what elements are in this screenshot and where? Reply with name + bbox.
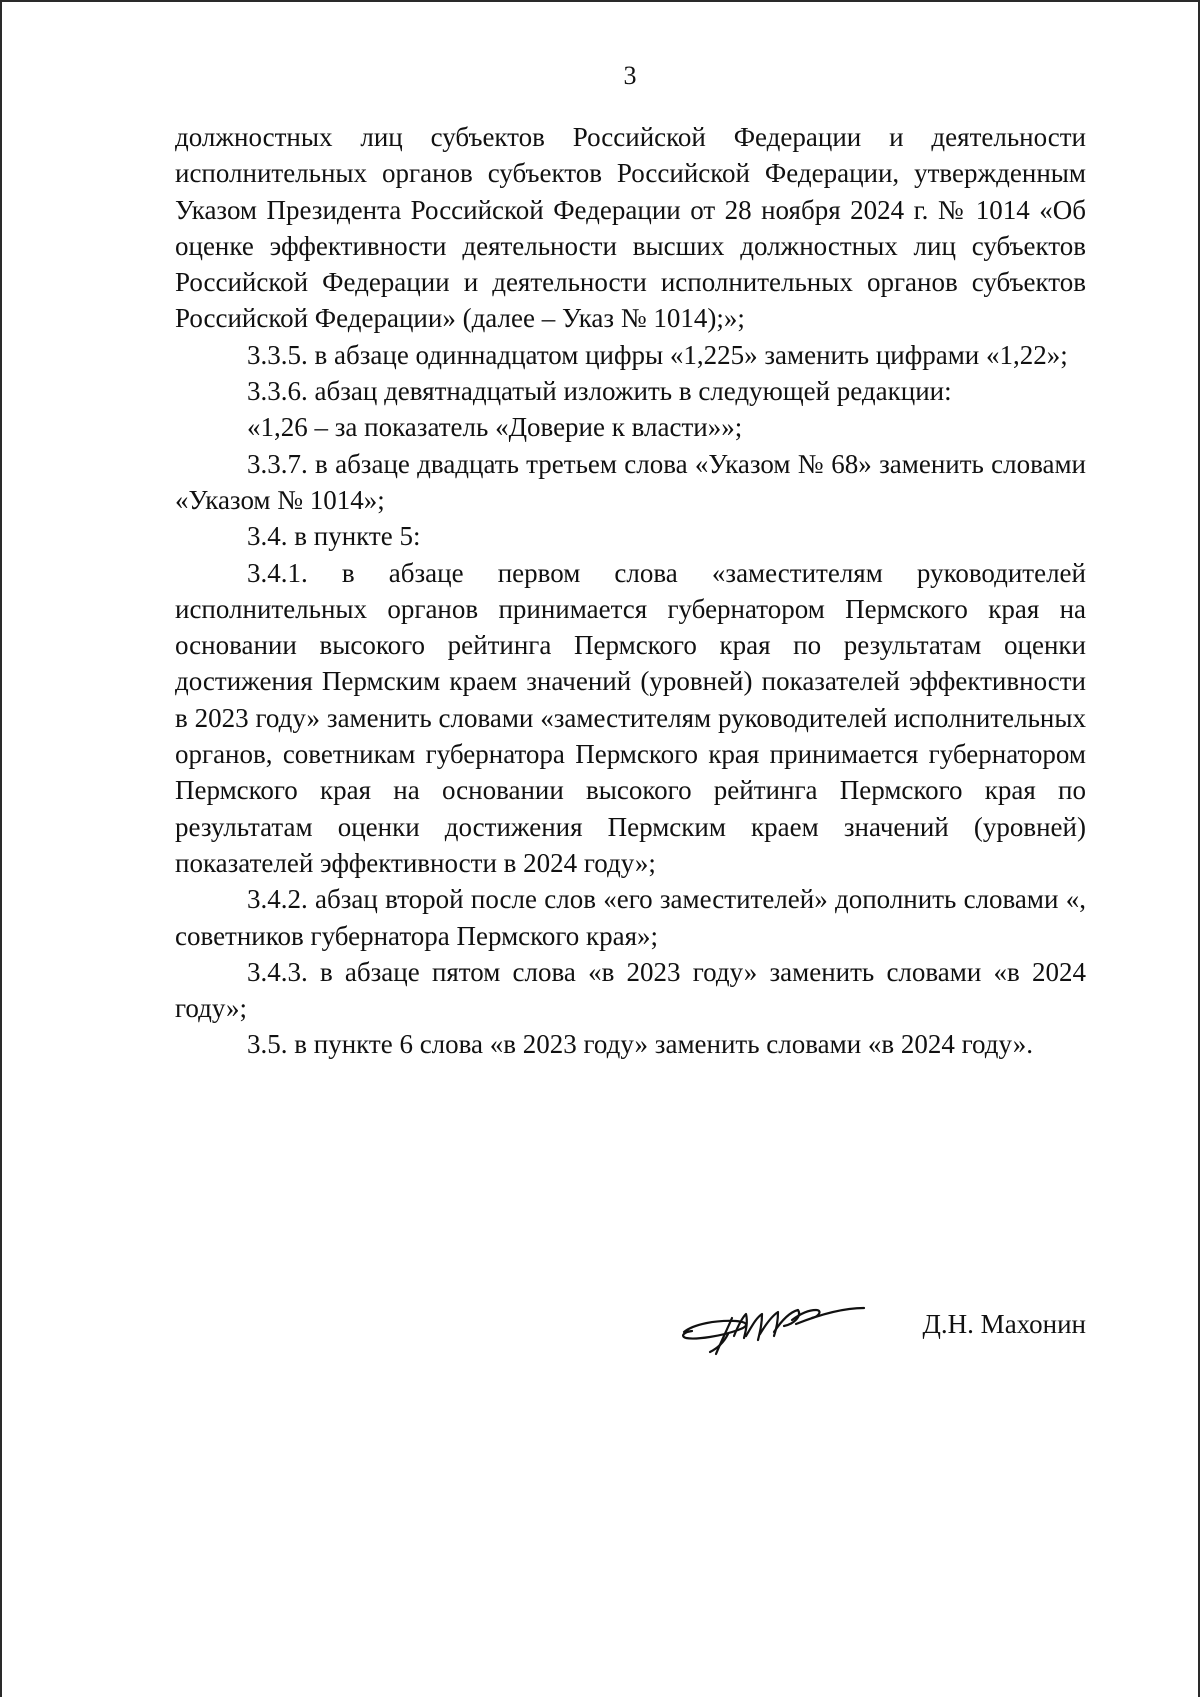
paragraph-3-3-6: 3.3.6. абзац девятнадцатый изложить в следующей редакции: [247, 376, 952, 407]
page-number: 3 [623, 61, 637, 90]
document-body [175, 119, 1086, 1063]
signature-block [670, 1290, 1090, 1370]
handwritten-signature-icon [676, 1296, 866, 1366]
scan-border-top [0, 0, 1200, 2]
paragraph-3-5: 3.5. в пункте 6 слова «в 2023 году» заменить словами «в 2024 году». [247, 1029, 1033, 1060]
paragraph-quote-1-26: «1,26 – за показатель «Доверие к власти»»; [247, 412, 743, 443]
paragraph-3-4-2: 3.4.2. абзац второй после слов «его заместителей» дополнить словами «, советников губернатора Пермского края»; [175, 884, 1086, 951]
paragraph-3-3-7: 3.3.7. в абзаце двадцать третьем слова «Указом № 68» заменить словами «Указом № 1014»; [175, 448, 1086, 515]
paragraph-3-3-5: 3.3.5. в абзаце одиннадцатом цифры «1,225» заменить цифрами «1,22»; [247, 339, 1068, 370]
paragraph-3-4-1: 3.4.1. в абзаце первом слова «заместителям руководителей исполнительных органов принимается губернатором Пермского края на основании высокого рейтинга Пермского края по результатам оценки достижения Пермским краем значений (уровней) показателей эффективности в 2023 году» заменить словами «заместителям руководителей исполнительных органов, советникам губернатора Пермского края принимается губернатором Пермского края на основании высокого рейтинга Пермского края по результатам оценки достижения Пермским краем значений (уровней) показателей эффективности в 2024 году»; [175, 557, 1086, 878]
scan-border-left [0, 0, 2, 1697]
paragraph-continuation: должностных лиц субъектов Российской Федерации и деятельности исполнительных органов субъектов Российской Федерации, утвержденным Указом Президента Российской Федерации от 28 ноября 2024 г. № 1014 «Об оценке эффективности деятельности высших должностных лиц субъектов Российской Федерации и деятельности исполнительных органов субъектов Российской Федерации» (далее – Указ № 1014);»; [175, 122, 1086, 334]
signer-name: Д.Н. Махонин [922, 1309, 1086, 1339]
paragraph-3-4: 3.4. в пункте 5: [247, 521, 421, 552]
paragraph-3-4-3: 3.4.3. в абзаце пятом слова «в 2023 году» заменить словами «в 2024 году»; [175, 956, 1086, 1024]
